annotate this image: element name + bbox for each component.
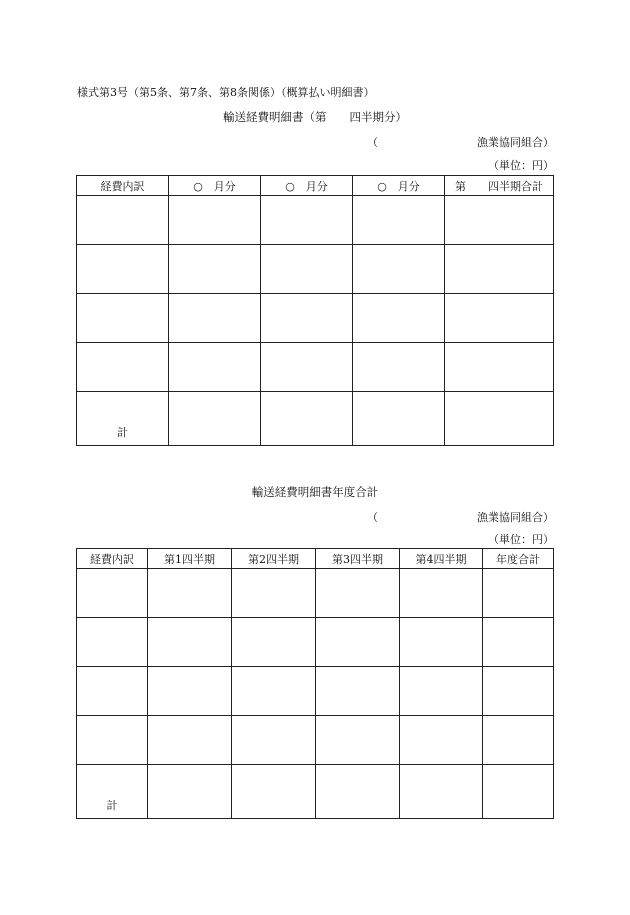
table-cell[interactable] [77,716,148,765]
section1-org-open: （ [367,136,378,149]
table-cell[interactable] [445,245,554,294]
table-cell[interactable] [483,765,554,819]
table-cell[interactable] [353,392,445,446]
table-cell[interactable] [316,716,400,765]
header-annual-total: 年度合計 [483,549,554,569]
table-cell[interactable] [261,196,353,245]
table-cell[interactable] [148,765,232,819]
table-cell[interactable] [483,667,554,716]
table-cell[interactable] [400,716,483,765]
table-cell[interactable] [169,245,261,294]
header-quarter-4: 第4四半期 [400,549,483,569]
table-cell[interactable] [261,343,353,392]
table-cell[interactable] [148,716,232,765]
header-quarter-total: 第 四半期合計 [445,176,554,196]
table-cell[interactable] [169,196,261,245]
table-cell[interactable] [232,765,316,819]
table-cell[interactable] [353,343,445,392]
table-cell[interactable] [445,196,554,245]
table-row [77,667,554,716]
section1-title-suffix: 四半期分） [349,110,407,124]
table-header-row [77,549,554,569]
table-row [77,569,554,618]
table-cell[interactable] [232,716,316,765]
table-cell[interactable] [169,392,261,446]
total-label: 計 [77,765,148,819]
table-cell[interactable] [261,245,353,294]
table-cell[interactable] [77,343,169,392]
table-cell[interactable] [77,618,148,667]
table-cell[interactable] [316,569,400,618]
table-total-row [77,765,554,819]
table-cell[interactable] [77,667,148,716]
table-cell[interactable] [261,294,353,343]
total-label: 計 [77,392,169,446]
table-cell[interactable] [400,569,483,618]
section2-unit: （単位：円） [488,533,554,546]
table-cell[interactable] [316,618,400,667]
table-cell[interactable] [316,667,400,716]
section2-title: 輸送経費明細書年度合計 [251,485,379,499]
table-cell[interactable] [483,716,554,765]
header-quarter-1: 第1四半期 [148,549,232,569]
table-cell[interactable] [353,196,445,245]
table-cell[interactable] [400,618,483,667]
quarterly-expense-table [76,175,554,446]
table-cell[interactable] [148,667,232,716]
table-cell[interactable] [232,667,316,716]
table-header-row [77,176,554,196]
table-cell[interactable] [261,392,353,446]
table-cell[interactable] [316,765,400,819]
section1-unit: （単位：円） [488,159,554,172]
table-cell[interactable] [445,392,554,446]
table-cell[interactable] [232,618,316,667]
header-month-3: ○ 月分 [353,176,445,196]
table-cell[interactable] [148,618,232,667]
annual-expense-table [76,548,554,819]
header-quarter-2: 第2四半期 [232,549,316,569]
table-cell[interactable] [169,294,261,343]
form-reference: 様式第3号（第5条、第7条、第8条関係）（概算払い明細書） [77,86,375,99]
table-cell[interactable] [77,245,169,294]
section1-title-prefix: 輸送経費明細書（第 [223,110,327,124]
table-cell[interactable] [400,765,483,819]
table-cell[interactable] [169,343,261,392]
table-row [77,245,554,294]
section2-org-open: （ [367,511,378,524]
section1-title [0,109,630,125]
header-month-2: ○ 月分 [261,176,353,196]
table-cell[interactable] [400,667,483,716]
table-cell[interactable] [483,618,554,667]
section2-org-suffix: 漁業協同組合） [477,511,554,524]
header-expense-breakdown: 経費内訳 [77,549,148,569]
header-quarter-3: 第3四半期 [316,549,400,569]
section2-organization [367,509,554,525]
table-row [77,294,554,343]
table-total-row [77,392,554,446]
header-expense-breakdown: 経費内訳 [77,176,169,196]
table-cell[interactable] [353,294,445,343]
table-cell[interactable] [77,196,169,245]
table-cell[interactable] [445,294,554,343]
table-row [77,196,554,245]
table-cell[interactable] [77,294,169,343]
table-row [77,343,554,392]
table-row [77,716,554,765]
table-cell[interactable] [483,569,554,618]
table-cell[interactable] [445,343,554,392]
table-cell[interactable] [77,569,148,618]
table-cell[interactable] [353,245,445,294]
table-row [77,618,554,667]
table-cell[interactable] [148,569,232,618]
section1-org-suffix: 漁業協同組合） [477,136,554,149]
section1-organization [367,134,554,150]
table-cell[interactable] [232,569,316,618]
header-month-1: ○ 月分 [169,176,261,196]
